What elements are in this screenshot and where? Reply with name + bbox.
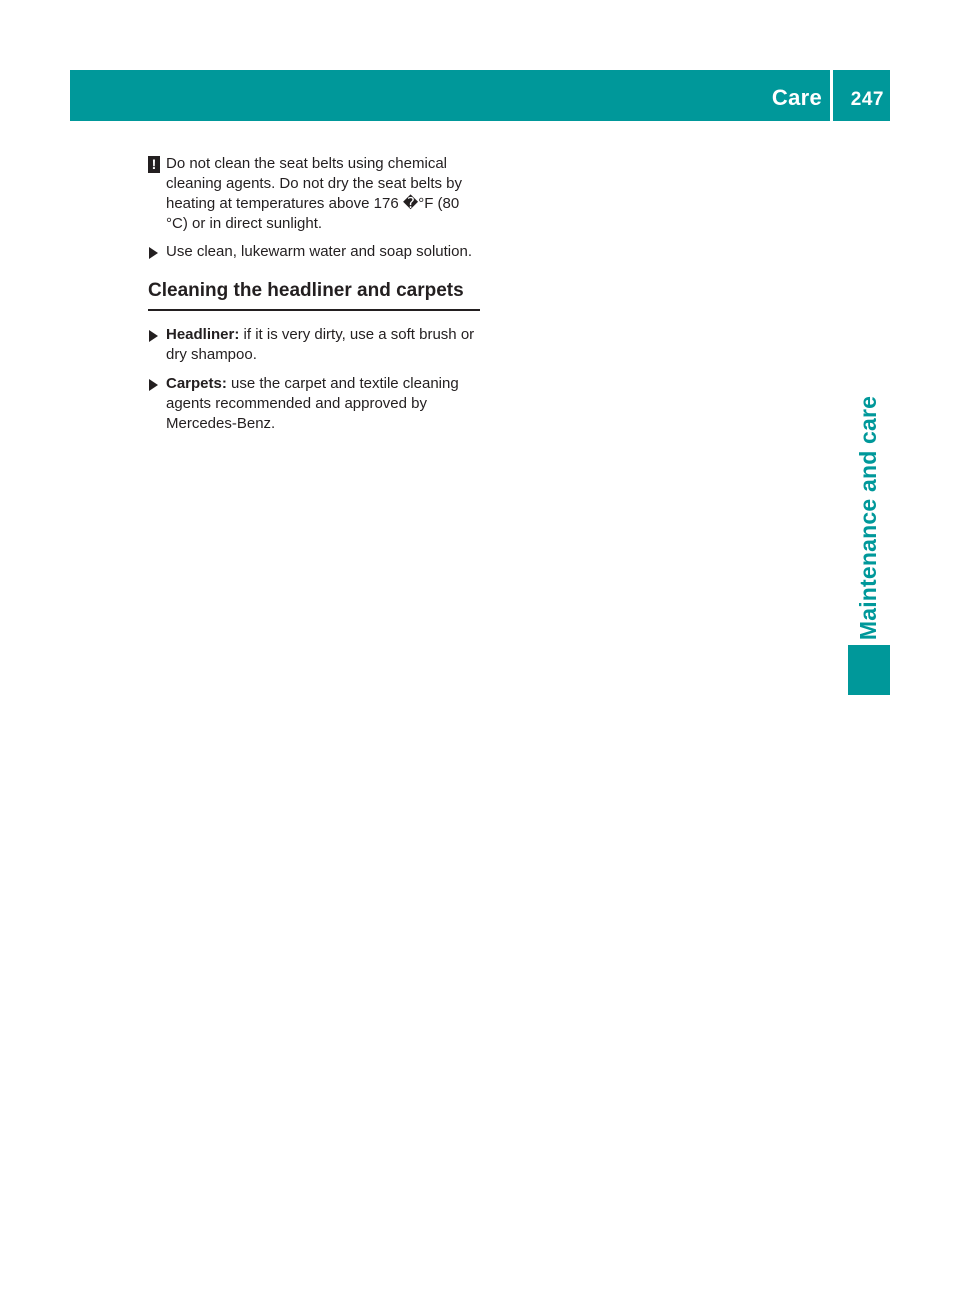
warning-icon: ! (148, 156, 160, 173)
warning-note-text: Do not clean the seat belts using chemical cleaning agents. Do not dry the seat belts by heating at temperatures above 176 �°F (80 ‌°C) or in direct sunlight. (166, 155, 463, 232)
page-number: 247 (850, 89, 884, 110)
chapter-tab-label: Maintenance and care (855, 395, 881, 641)
headliner-label: Headliner: (166, 326, 240, 343)
instruction-step (148, 242, 482, 262)
section-heading: Cleaning the headliner and carpets (148, 279, 480, 311)
page-header (70, 70, 890, 121)
headliner-instruction (148, 325, 482, 365)
arrow-right-icon (149, 247, 158, 259)
carpets-label: Carpets: (166, 375, 227, 392)
carpets-text: use the carpet and textile cleaning agents recommended and approved by Mercedes-Benz. (166, 375, 459, 432)
warning-note (148, 154, 482, 234)
headliner-text: if it is very dirty, use a soft brush or dry shampoo. (166, 326, 475, 363)
chapter-tab-marker (848, 645, 890, 695)
instruction-text: Use clean, lukewarm water and soap solution. (166, 243, 472, 260)
arrow-right-icon (149, 379, 158, 391)
page-content (148, 154, 482, 443)
carpets-instruction (148, 374, 482, 434)
header-divider (830, 70, 833, 121)
section-title: Care (771, 85, 822, 110)
arrow-right-icon (149, 330, 158, 342)
